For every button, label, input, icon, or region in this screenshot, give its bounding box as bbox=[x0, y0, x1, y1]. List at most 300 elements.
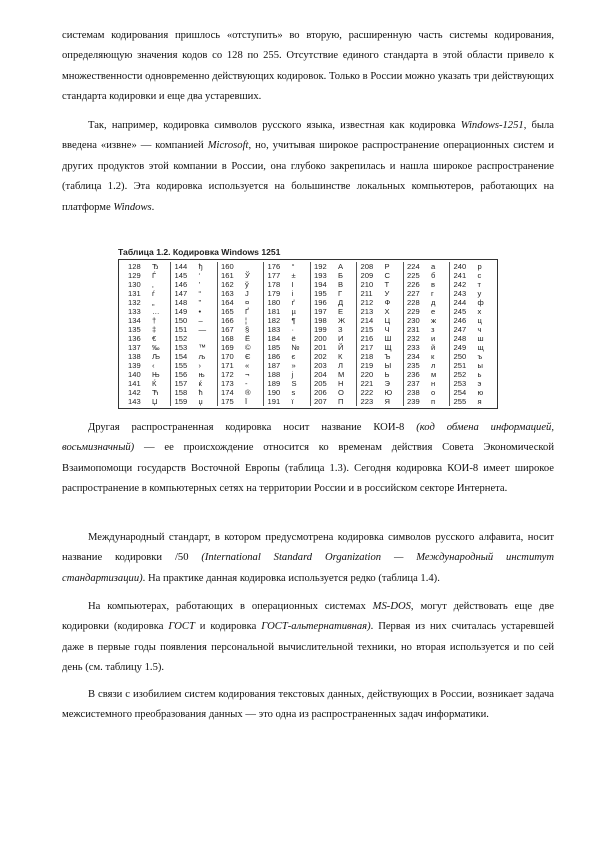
code-value: 226 bbox=[407, 280, 420, 289]
table-cell bbox=[265, 307, 310, 316]
char-value: х bbox=[477, 307, 482, 316]
code-value: 182 bbox=[267, 316, 281, 325]
table-cell bbox=[451, 307, 497, 316]
code-value: 153 bbox=[174, 343, 188, 352]
code-value: 151 bbox=[174, 325, 188, 334]
code-value: 147 bbox=[174, 289, 188, 298]
char-value: і bbox=[291, 289, 294, 298]
table-column bbox=[265, 262, 311, 406]
table-cell bbox=[125, 334, 170, 343]
table-cell bbox=[125, 298, 170, 307]
char-value: я bbox=[477, 397, 482, 406]
char-value: µ bbox=[291, 307, 296, 316]
char-value: И bbox=[338, 334, 344, 343]
char-value: љ bbox=[198, 352, 206, 361]
table-cell bbox=[451, 325, 497, 334]
char-value: м bbox=[431, 370, 437, 379]
table-cell bbox=[311, 271, 356, 280]
code-value: 149 bbox=[174, 307, 188, 316]
table-cell bbox=[172, 325, 217, 334]
code-value: 221 bbox=[360, 379, 374, 388]
text-run: . bbox=[151, 201, 155, 213]
table-cell bbox=[358, 289, 403, 298]
char-value: © bbox=[245, 343, 251, 352]
table-cell bbox=[311, 289, 356, 298]
char-value: п bbox=[431, 397, 436, 406]
code-value: 133 bbox=[128, 307, 141, 316]
table-cell bbox=[125, 397, 170, 406]
code-value: 165 bbox=[221, 307, 234, 316]
table-cell bbox=[218, 307, 263, 316]
code-value: 215 bbox=[360, 325, 374, 334]
paragraph-4 bbox=[62, 528, 554, 589]
char-value: Т bbox=[384, 280, 390, 289]
table-cell bbox=[404, 298, 449, 307]
table-cell bbox=[218, 397, 263, 406]
char-value: л bbox=[431, 361, 436, 370]
code-value: 223 bbox=[360, 397, 374, 406]
code-value: 178 bbox=[267, 280, 281, 289]
table-cell bbox=[125, 271, 170, 280]
char-value: ц bbox=[477, 316, 482, 325]
char-value: № bbox=[291, 343, 300, 352]
code-value: 130 bbox=[128, 280, 141, 289]
char-value: ў bbox=[245, 280, 249, 289]
code-value: 224 bbox=[407, 262, 420, 271]
code-value: 239 bbox=[407, 397, 420, 406]
code-value: 179 bbox=[267, 289, 281, 298]
char-value: А bbox=[338, 262, 344, 271]
text-run: — ее происхождение относится ко временам действия Совета Экономической Взаимопомощи государств Восточной Европы (таблица 1.3). Сегодня кодировка КОИ-8 имеет широкое распространение в компьютерных сетях на территории России и в российском секторе Интернета. bbox=[62, 442, 554, 495]
table-cell bbox=[265, 343, 310, 352]
code-value: 202 bbox=[314, 352, 327, 361]
table-cell bbox=[218, 370, 263, 379]
table-cell bbox=[265, 298, 310, 307]
text-run: Windows-1251 bbox=[460, 120, 524, 131]
table-cell bbox=[311, 370, 356, 379]
table-cell bbox=[404, 370, 449, 379]
char-value: ’ bbox=[198, 280, 201, 289]
code-value: 157 bbox=[174, 379, 188, 388]
table-cell bbox=[358, 334, 403, 343]
code-value: 191 bbox=[267, 397, 281, 406]
code-value: 186 bbox=[267, 352, 281, 361]
table-cell bbox=[125, 325, 170, 334]
code-value: 166 bbox=[221, 316, 234, 325]
char-value: Я bbox=[384, 397, 390, 406]
table-cell bbox=[311, 280, 356, 289]
char-value: Љ bbox=[152, 352, 161, 361]
table-cell bbox=[311, 352, 356, 361]
char-value: ” bbox=[198, 298, 202, 307]
table-cell bbox=[404, 352, 449, 361]
code-value: 197 bbox=[314, 307, 327, 316]
code-value: 150 bbox=[174, 316, 188, 325]
char-value: Є bbox=[245, 352, 251, 361]
table-cell bbox=[125, 316, 170, 325]
table-cell bbox=[265, 352, 310, 361]
code-value: 195 bbox=[314, 289, 327, 298]
code-value: 189 bbox=[267, 379, 281, 388]
table-cell bbox=[311, 298, 356, 307]
char-value: Р bbox=[384, 262, 390, 271]
table-cell bbox=[451, 388, 497, 397]
code-value: 250 bbox=[453, 352, 467, 361]
char-value: ¦ bbox=[245, 316, 247, 325]
char-value: Ї bbox=[245, 397, 248, 406]
char-value: д bbox=[431, 298, 436, 307]
paragraph-5 bbox=[62, 597, 554, 679]
table-cell bbox=[311, 262, 356, 271]
table-grid bbox=[118, 259, 498, 409]
code-value: 158 bbox=[174, 388, 188, 397]
char-value: Ђ bbox=[152, 262, 159, 271]
table-cell bbox=[358, 379, 403, 388]
table-cell bbox=[451, 271, 497, 280]
char-value: у bbox=[477, 289, 482, 298]
table-cell bbox=[218, 325, 263, 334]
table-cell bbox=[265, 325, 310, 334]
char-value: Ќ bbox=[152, 379, 157, 388]
table-cell bbox=[125, 379, 170, 388]
char-value: Ћ bbox=[152, 388, 159, 397]
table-column bbox=[172, 262, 218, 406]
table-column bbox=[451, 262, 497, 406]
table-cell bbox=[451, 343, 497, 352]
table-cell bbox=[404, 316, 449, 325]
char-value: Ў bbox=[245, 271, 250, 280]
code-value: 217 bbox=[360, 343, 374, 352]
code-value: 212 bbox=[360, 298, 374, 307]
char-value: а bbox=[431, 262, 436, 271]
table-cell bbox=[358, 388, 403, 397]
code-value: 174 bbox=[221, 388, 234, 397]
table-cell bbox=[404, 280, 449, 289]
text-run: , была введена «извне» — компанией bbox=[62, 120, 554, 152]
table-column bbox=[358, 262, 404, 406]
char-value: Ё bbox=[245, 334, 251, 343]
char-value: э bbox=[477, 379, 482, 388]
char-value: р bbox=[477, 262, 482, 271]
code-value: 214 bbox=[360, 316, 374, 325]
code-value: 209 bbox=[360, 271, 374, 280]
code-value: 201 bbox=[314, 343, 327, 352]
char-value: › bbox=[198, 361, 202, 370]
char-value: Ј bbox=[245, 289, 249, 298]
code-value: 244 bbox=[453, 298, 467, 307]
char-value: Х bbox=[384, 307, 390, 316]
table-cell bbox=[451, 289, 497, 298]
code-value: 152 bbox=[174, 334, 188, 343]
char-value: Ш bbox=[384, 334, 392, 343]
code-value: 137 bbox=[128, 343, 141, 352]
char-value: Ґ bbox=[245, 307, 249, 316]
char-value: с bbox=[477, 271, 482, 280]
code-value: 218 bbox=[360, 352, 374, 361]
paragraph-1 bbox=[62, 26, 554, 108]
table-cell bbox=[451, 316, 497, 325]
char-value: † bbox=[152, 316, 157, 325]
code-value: 181 bbox=[267, 307, 281, 316]
char-value bbox=[197, 334, 217, 343]
code-value: 204 bbox=[314, 370, 327, 379]
code-value: 184 bbox=[267, 334, 281, 343]
table-cell bbox=[172, 388, 217, 397]
char-value: ® bbox=[245, 388, 251, 397]
char-value: б bbox=[431, 271, 436, 280]
code-value: 240 bbox=[453, 262, 467, 271]
char-value: « bbox=[245, 361, 250, 370]
code-value: 185 bbox=[267, 343, 281, 352]
text-run: , могут действовать еще две кодировки (кодировка bbox=[62, 601, 554, 633]
table-cell bbox=[265, 289, 310, 298]
code-value: 128 bbox=[128, 262, 141, 271]
code-value: 170 bbox=[221, 352, 234, 361]
char-value: - bbox=[245, 379, 248, 388]
char-value: к bbox=[431, 352, 435, 361]
table-cell bbox=[125, 262, 170, 271]
code-value: 160 bbox=[221, 262, 234, 271]
code-value: 176 bbox=[267, 262, 281, 271]
char-value: С bbox=[384, 271, 390, 280]
char-value: ј bbox=[291, 370, 294, 379]
code-value: 211 bbox=[360, 289, 373, 298]
table-cell bbox=[404, 289, 449, 298]
char-value: ‚ bbox=[152, 280, 154, 289]
char-value: ж bbox=[431, 316, 437, 325]
code-value: 136 bbox=[128, 334, 141, 343]
table-cell bbox=[265, 397, 310, 406]
table-cell bbox=[358, 307, 403, 316]
char-value: ± bbox=[291, 271, 296, 280]
code-value: 168 bbox=[221, 334, 234, 343]
code-value: 230 bbox=[407, 316, 420, 325]
char-value: ы bbox=[477, 361, 483, 370]
code-value: 140 bbox=[128, 370, 141, 379]
char-value: € bbox=[152, 334, 157, 343]
code-value: 187 bbox=[267, 361, 281, 370]
char-value: П bbox=[338, 397, 344, 406]
char-value: Д bbox=[338, 298, 344, 307]
char-value: Ѓ bbox=[152, 271, 157, 280]
code-value: 162 bbox=[221, 280, 234, 289]
code-value: 138 bbox=[128, 352, 141, 361]
char-value: ш bbox=[477, 334, 484, 343]
code-value: 194 bbox=[314, 280, 327, 289]
char-value: Б bbox=[338, 271, 343, 280]
code-value: 134 bbox=[128, 316, 141, 325]
code-value: 237 bbox=[407, 379, 420, 388]
code-value: 241 bbox=[453, 271, 467, 280]
char-value: о bbox=[431, 388, 436, 397]
table-cell bbox=[218, 280, 263, 289]
char-value: Ь bbox=[384, 370, 390, 379]
code-value: 183 bbox=[267, 325, 281, 334]
code-value: 238 bbox=[407, 388, 420, 397]
table-cell bbox=[311, 307, 356, 316]
code-value: 200 bbox=[314, 334, 327, 343]
char-value: њ bbox=[198, 370, 205, 379]
code-value: 132 bbox=[128, 298, 141, 307]
char-value: н bbox=[431, 379, 436, 388]
char-value: Щ bbox=[384, 343, 392, 352]
table-cell bbox=[218, 289, 263, 298]
char-value: т bbox=[477, 280, 481, 289]
table-cell bbox=[125, 307, 170, 316]
code-value: 242 bbox=[453, 280, 467, 289]
code-value: 246 bbox=[453, 316, 467, 325]
char-value: “ bbox=[198, 289, 202, 298]
table-cell bbox=[358, 316, 403, 325]
table-cell bbox=[265, 262, 310, 271]
char-value: в bbox=[431, 280, 436, 289]
char-value: О bbox=[338, 388, 344, 397]
paragraph-6 bbox=[62, 685, 554, 726]
text-run: Международный стандарт, в котором предусмотрена кодировка символов русского алфавита, носит название кодировки /50 bbox=[62, 532, 554, 564]
code-value: 220 bbox=[360, 370, 374, 379]
table-cell bbox=[218, 388, 263, 397]
table-cell bbox=[451, 370, 497, 379]
char-value: В bbox=[338, 280, 344, 289]
code-value: 243 bbox=[453, 289, 467, 298]
code-value: 167 bbox=[221, 325, 234, 334]
char-value: ї bbox=[291, 397, 294, 406]
char-value: ъ bbox=[477, 352, 483, 361]
table-cell bbox=[311, 343, 356, 352]
char-value: Л bbox=[338, 361, 343, 370]
table-cell bbox=[451, 397, 497, 406]
table-cell bbox=[311, 388, 356, 397]
table-cell bbox=[265, 361, 310, 370]
char-value: Е bbox=[338, 307, 344, 316]
code-value: 190 bbox=[267, 388, 281, 397]
text-run: и кодировка bbox=[194, 621, 262, 633]
code-value: 229 bbox=[407, 307, 420, 316]
char-value: Ц bbox=[384, 316, 391, 325]
char-value: І bbox=[291, 280, 294, 289]
char-value: — bbox=[198, 325, 207, 334]
table-cell bbox=[451, 262, 497, 271]
char-value: ђ bbox=[198, 262, 203, 271]
code-value: 203 bbox=[314, 361, 327, 370]
code-value: 234 bbox=[407, 352, 420, 361]
code-value: 254 bbox=[453, 388, 467, 397]
char-value: ќ bbox=[198, 379, 202, 388]
code-value: 253 bbox=[453, 379, 467, 388]
char-value: и bbox=[431, 334, 436, 343]
table-cell bbox=[358, 298, 403, 307]
table-cell bbox=[125, 343, 170, 352]
text-run: Так, например, кодировка символов русского языка, известная как кодировка bbox=[88, 120, 461, 131]
code-value: 131 bbox=[128, 289, 141, 298]
code-value: 175 bbox=[221, 397, 234, 406]
code-value: 146 bbox=[174, 280, 188, 289]
char-value: … bbox=[152, 307, 160, 316]
code-value: 235 bbox=[407, 361, 420, 370]
char-value: ѓ bbox=[152, 289, 155, 298]
table-cell bbox=[404, 343, 449, 352]
char-value: Ф bbox=[384, 298, 391, 307]
char-value: ч bbox=[477, 325, 482, 334]
text-run: Другая распространенная кодировка носит название КОИ-8 bbox=[88, 422, 417, 433]
table-cell bbox=[451, 361, 497, 370]
char-value: ‰ bbox=[152, 343, 160, 352]
code-value: 225 bbox=[407, 271, 420, 280]
char-value: § bbox=[245, 325, 250, 334]
code-value: 233 bbox=[407, 343, 420, 352]
text-run: ГОСТ-альтернативная) bbox=[261, 621, 371, 633]
table-cell bbox=[218, 379, 263, 388]
char-value: ‡ bbox=[152, 325, 157, 334]
text-run: системам кодирования пришлось «отступить» во вторую, расширенную часть системы кодирования, определяющую значения кодов со 128 по 255. Отсутствие единого стандарта в этой области привело к множественности одновременно действующих кодировок. Только в России можно указать три действующих стандарта кодировки и еще два устаревших. bbox=[62, 30, 554, 103]
char-value: Ѕ bbox=[291, 379, 297, 388]
code-value: 171 bbox=[221, 361, 234, 370]
table-cell bbox=[404, 325, 449, 334]
table-cell bbox=[358, 352, 403, 361]
table-column bbox=[125, 262, 171, 406]
code-value: 139 bbox=[128, 361, 141, 370]
table-cell bbox=[311, 361, 356, 370]
code-value: 222 bbox=[360, 388, 374, 397]
table-cell bbox=[358, 361, 403, 370]
char-value: Й bbox=[338, 343, 344, 352]
table-cell bbox=[218, 352, 263, 361]
char-value: ё bbox=[291, 334, 296, 343]
code-value: 135 bbox=[128, 325, 141, 334]
code-value: 231 bbox=[407, 325, 420, 334]
code-value: 245 bbox=[453, 307, 467, 316]
code-value: 216 bbox=[360, 334, 374, 343]
code-value: 228 bbox=[407, 298, 420, 307]
table-title: Таблица 1.2. Кодировка Windows 1251 bbox=[118, 247, 281, 257]
char-value: ° bbox=[291, 262, 295, 271]
table-cell bbox=[404, 307, 449, 316]
char-value: Н bbox=[338, 379, 344, 388]
char-value: Ю bbox=[384, 388, 393, 397]
table-cell bbox=[358, 370, 403, 379]
text-run: . Первая из них считалась устаревшей даже в первые годы появления персональной вычислительной техники, но вторая используется и по сей день (см. таблицу 1.5). bbox=[62, 621, 555, 674]
char-value: » bbox=[291, 361, 296, 370]
table-cell bbox=[311, 397, 356, 406]
code-value: 169 bbox=[221, 343, 234, 352]
code-value: 208 bbox=[360, 262, 374, 271]
char-value: ґ bbox=[291, 298, 295, 307]
code-value: 205 bbox=[314, 379, 327, 388]
table-cell bbox=[404, 397, 449, 406]
table-cell bbox=[311, 334, 356, 343]
table-cell bbox=[172, 361, 217, 370]
code-value: 163 bbox=[221, 289, 234, 298]
table-cell bbox=[172, 379, 217, 388]
table-cell bbox=[311, 379, 356, 388]
table-cell bbox=[358, 262, 403, 271]
table-cell bbox=[125, 361, 170, 370]
code-value: 251 bbox=[453, 361, 467, 370]
table-cell bbox=[172, 307, 217, 316]
table-cell bbox=[218, 361, 263, 370]
char-value bbox=[243, 262, 263, 271]
char-value: ћ bbox=[198, 388, 203, 397]
text-run: . На практике данная кодировка используется редко (таблица 1.4). bbox=[142, 572, 440, 584]
char-value: ю bbox=[477, 388, 484, 397]
table-cell bbox=[172, 316, 217, 325]
code-value: 145 bbox=[174, 271, 188, 280]
char-value: ‹ bbox=[152, 361, 155, 370]
code-value: 210 bbox=[360, 280, 374, 289]
code-value: 164 bbox=[221, 298, 234, 307]
char-value: ь bbox=[477, 370, 482, 379]
table-cell bbox=[404, 388, 449, 397]
